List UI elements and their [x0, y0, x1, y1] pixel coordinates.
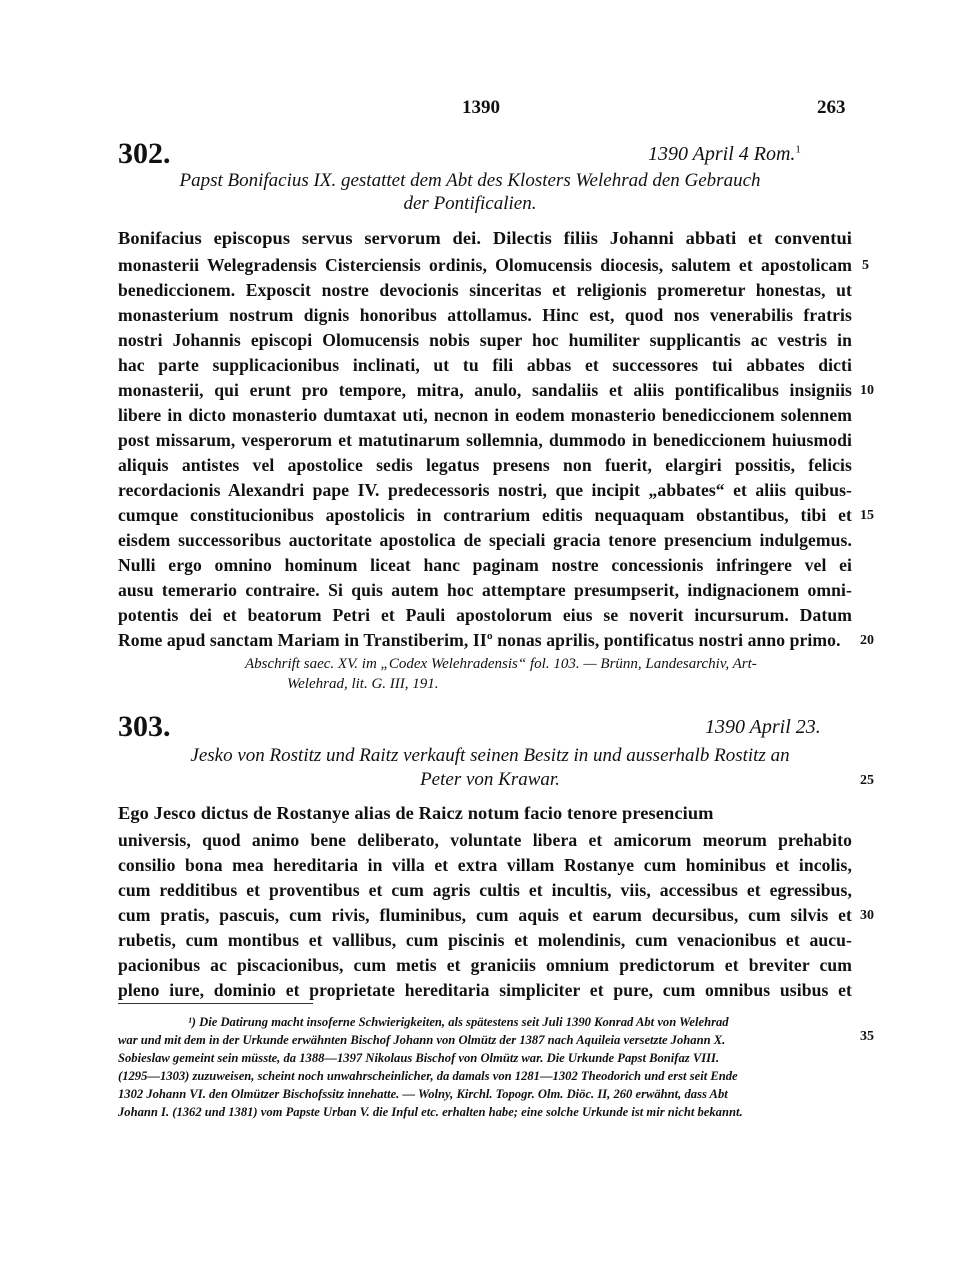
text-line: hac parte supplicacionibus inclinati, ut tu fili abbas et successores tui abbates dicti	[118, 355, 852, 375]
regest-line: Peter von Krawar.	[420, 769, 560, 790]
text-line: Rome apud sanctam Mariam in Transtiberim, IIº nonas aprilis, pontificatus nostri anno primo.	[118, 630, 841, 650]
text-line: libere in dicto monasterio dumtaxat uti, necnon in eodem monasterio benediccionem solennem	[118, 405, 852, 425]
text-line: pacionibus ac piscacionibus, cum metis et graniciis omnium predictorum et breviter cum	[118, 955, 852, 975]
footnote-line: ¹) Die Datirung macht insoferne Schwierigkeiten, als spätestens seit Juli 1390 Konrad Abt von Welehrad	[188, 1015, 729, 1029]
text-line: Nulli ergo omnino hominum liceat hanc paginam nostre concessionis infringere vel ei	[118, 555, 852, 575]
text-line: cum redditibus et proventibus et cum agris cultis et incultis, viis, accessibus et egressibus,	[118, 880, 852, 900]
regest-line: Jesko von Rostitz und Raitz verkauft seinen Besitz in und ausserhalb Rostitz an	[190, 745, 790, 766]
line-number: 15	[860, 508, 874, 523]
text-line: consilio bona mea hereditaria in villa et extra villam Rostanye cum hominibus et incolis,	[118, 855, 852, 875]
document-number: 303.	[118, 710, 171, 743]
line-number: 25	[860, 773, 874, 788]
text-line: eisdem successoribus auctoritate apostolica de speciali gracia tenore presencium indulgemus.	[118, 530, 852, 550]
document-date: 1390 April 23.	[705, 716, 821, 738]
source-note: Welehrad, lit. G. III, 191.	[287, 676, 439, 692]
text-line: rubetis, cum montibus et vallibus, cum piscinis et molendinis, cum venacionibus et aucu-	[118, 930, 852, 950]
text-line: potentis dei et beatorum Petri et Pauli apostolorum eius se noverit incursurum. Datum	[118, 605, 852, 625]
text-line: Bonifacius episcopus servus servorum dei. Dilectis filiis Johanni abbati et conventui	[118, 228, 852, 248]
footnote-line: Johann I. (1362 und 1381) vom Papste Urban V. die Inful etc. erhalten habe; eine solche Urkunde ist mir nicht bekannt.	[118, 1105, 743, 1119]
text-line: monasterium nostrum dignis honoribus attollamus. Hinc est, quod nos venerabilis fratris	[118, 305, 852, 325]
text-line: cum pratis, pascuis, cum rivis, fluminibus, cum aquis et earum decursibus, cum silvis et	[118, 905, 852, 925]
regest-line: Papst Bonifacius IX. gestattet dem Abt des Klosters Welehrad den Gebrauch	[179, 170, 761, 191]
line-number: 30	[860, 908, 874, 923]
line-number: 10	[860, 383, 874, 398]
text-line: aliquis antistes vel apostolice sedis legatus presens non fuerit, elargiri possitis, felicis	[118, 455, 852, 475]
line-number: 35	[860, 1029, 874, 1044]
text-line: recordacionis Alexandri pape IV. predecessoris nostri, que incipit „abbates“ et aliis quibus-	[118, 480, 852, 500]
footnote-rule	[118, 1003, 313, 1004]
footnote-marker: 1	[795, 143, 801, 156]
document-date	[648, 143, 801, 166]
footnote-line: war und mit dem in der Urkunde erwähnten Bischof Johann von Olmütz der 1387 nach Aquileia versetzte Johann X.	[118, 1033, 726, 1047]
line-number: 20	[860, 633, 874, 648]
running-head-year: 1390	[462, 97, 500, 118]
text-line: nostri Johannis episcopi Olomucensis nobis super hoc humiliter supplicantis ac vestris in	[118, 330, 852, 350]
footnote-line: 1302 Johann VI. den Olmützer Bischofssitz innehatte. — Wolny, Kirchl. Topogr. Olm. Diöc. II, 260 erwähnt, dass Abt	[118, 1087, 728, 1101]
text-line: Ego Jesco dictus de Rostanye alias de Raicz notum facio tenore presencium	[118, 803, 714, 823]
text-line: cumque constitucionibus apostolicis in contrarium editis nequaquam obstantibus, tibi et	[118, 505, 852, 525]
text-line: universis, quod animo bene deliberato, voluntate libera et amicorum meorum prehabito	[118, 830, 852, 850]
text-line: ausu temerario contraire. Si quis autem hoc attemptare presumpserit, indignacionem omni-	[118, 580, 852, 600]
text-line: benediccionem. Exposcit nostre devocionis sinceritas et religionis promeretur honestas, ut	[118, 280, 852, 300]
text-line: post missarum, vesperorum et matutinarum sollemnia, dummodo in benediccionem huiusmodi	[118, 430, 852, 450]
footnote-line: Sobieslaw gemeint sein müsste, da 1388—1397 Nikolaus Bischof von Olmütz war. Die Urkunde Papst Bonifaz VIII.	[118, 1051, 720, 1065]
line-number: 5	[862, 258, 869, 273]
document-date-text: 1390 April 4 Rom.	[648, 143, 796, 165]
page-number: 263	[817, 97, 846, 118]
document-number: 302.	[118, 137, 171, 170]
footnote-line: (1295—1303) zuzuweisen, scheint noch unwahrscheinlicher, da damals von 1281—1302 Theodorich und erst seit Ende	[118, 1069, 738, 1083]
text-line: monasterii, qui erunt pro tempore, mitra, anulo, sandaliis et aliis pontificalibus insigniis	[118, 380, 852, 400]
text-line: pleno iure, dominio et proprietate hereditaria simpliciter et pure, cum omnibus usibus et	[118, 980, 852, 1000]
source-note: Abschrift saec. XV. im „Codex Welehradensis“ fol. 103. — Brünn, Landesarchiv, Art-	[245, 656, 757, 672]
text-line: monasterii Welegradensis Cisterciensis ordinis, Olomucensis diocesis, salutem et apostolicam	[118, 255, 852, 275]
regest-line: der Pontificalien.	[403, 193, 537, 214]
